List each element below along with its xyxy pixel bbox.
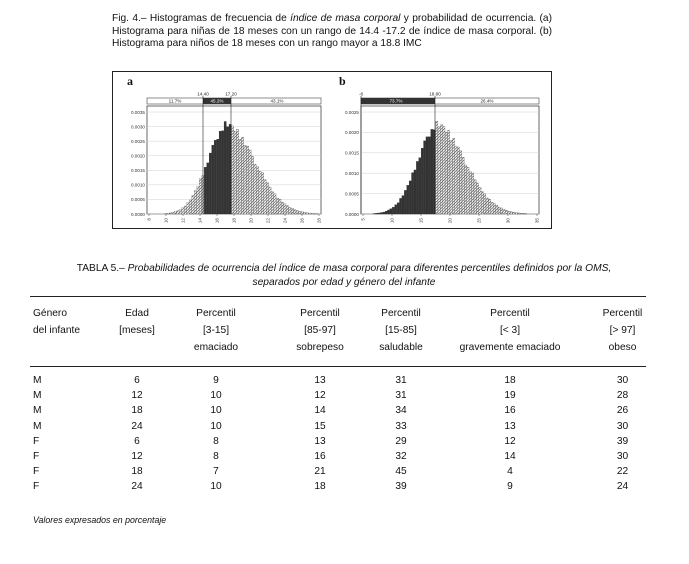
histogram-bar <box>498 207 500 214</box>
column-header <box>290 305 350 356</box>
y-tick-label: 0.0025 <box>130 138 145 144</box>
histogram-bar <box>194 191 196 214</box>
table-cell: F <box>33 466 40 478</box>
histogram-bar <box>397 203 399 214</box>
table-cell: M <box>33 375 42 386</box>
histogram-bar <box>457 147 459 214</box>
table-cell: 4 <box>507 466 513 478</box>
x-tick-label: 35 <box>534 218 540 224</box>
histogram-bar <box>204 167 206 214</box>
x-tick-label: 24 <box>282 218 288 224</box>
histogram-bar <box>209 153 211 214</box>
column-header-line: [85-97] <box>304 325 336 336</box>
x-tick-label: 16 <box>214 218 220 224</box>
histogram-bar <box>431 129 433 214</box>
range-marker-label: 18.80 <box>429 91 441 97</box>
histogram-bar <box>462 157 464 214</box>
table-cell: 10 <box>210 481 222 493</box>
histogram-bar <box>296 210 298 214</box>
histogram-bar <box>269 187 271 214</box>
histogram-bar <box>217 139 219 214</box>
table-footnote: Valores expresados en porcentaje <box>33 515 167 525</box>
y-tick-label: 0.0000 <box>130 211 145 217</box>
histogram-bar <box>424 141 426 214</box>
histogram-bar <box>164 213 166 214</box>
table-title-line-2: separados por edad y género del infante <box>252 277 436 288</box>
histogram-bar <box>486 198 488 214</box>
table-cell: 14 <box>504 451 516 462</box>
histogram-bar <box>491 202 493 214</box>
table-cell: 30 <box>616 451 629 462</box>
table-cell: 31 <box>395 375 407 386</box>
table-cell: 12 <box>131 390 143 402</box>
range-marker-label: 14.40 <box>197 91 209 97</box>
histogram-bar <box>289 207 291 214</box>
table-cell: 9 <box>213 375 219 386</box>
histogram-bar <box>436 121 438 214</box>
column-header-line: saludable <box>379 342 423 353</box>
column-header-line: [meses] <box>119 325 155 336</box>
x-tick-label: 10 <box>389 218 395 224</box>
histogram-bar <box>387 210 389 214</box>
x-tick-label: 26 <box>299 218 305 224</box>
column-header-line: emaciado <box>193 342 239 353</box>
histogram-bar <box>464 165 466 214</box>
histogram-bar <box>390 209 392 214</box>
table-cell: 30 <box>616 375 629 386</box>
y-tick-label: 0.0000 <box>344 211 359 217</box>
histogram-bar <box>294 210 296 214</box>
table-cell: 26 <box>616 405 629 417</box>
histogram-bar <box>469 172 471 214</box>
histogram-bar <box>380 213 382 214</box>
histogram-bar <box>375 213 377 214</box>
column-header <box>455 305 565 356</box>
histogram-panel-b <box>331 72 551 228</box>
histogram-bar <box>452 138 454 214</box>
y-tick-label: 0.0005 <box>130 197 145 203</box>
column-header-line: Percentil <box>196 308 236 319</box>
table-cell: 18 <box>314 481 326 493</box>
histogram-bar <box>510 212 512 214</box>
y-tick-label: 0.0005 <box>344 191 359 197</box>
histogram-bar <box>414 170 416 214</box>
y-tick-label: 0.0030 <box>130 124 145 130</box>
table-cell: 14 <box>314 405 326 417</box>
histogram-bar <box>281 202 283 214</box>
histogram-bar <box>402 196 404 214</box>
histogram-bar <box>192 195 194 214</box>
histogram-bar <box>234 131 236 214</box>
histogram-bar <box>395 205 397 214</box>
y-tick-label: 0.0020 <box>344 130 359 136</box>
column-header-line: gravemente emaciado <box>459 342 561 353</box>
histogram-bar <box>227 127 229 214</box>
range-marker-label: 17.20 <box>225 91 237 97</box>
column-header <box>33 305 93 339</box>
table-cell: 13 <box>314 435 326 447</box>
table-cell: 12 <box>131 451 143 462</box>
histogram-bar <box>212 145 214 214</box>
histogram-bar <box>184 206 186 214</box>
table-cell: 10 <box>210 405 222 417</box>
histogram-bar <box>309 213 311 214</box>
histogram-bar <box>301 212 303 214</box>
histogram-bar <box>472 173 474 214</box>
histogram-bar <box>476 183 478 214</box>
column-header-line: [15-85] <box>385 325 417 336</box>
table-cell: F <box>33 435 40 447</box>
x-tick-label: 25 <box>476 218 482 224</box>
table-cell: 6 <box>134 375 140 386</box>
table-cell: 9 <box>507 481 513 493</box>
column-header-line: [> 97] <box>609 325 636 336</box>
table-cell: 8 <box>213 435 219 447</box>
table-title <box>30 262 658 290</box>
histogram-bar <box>232 126 234 214</box>
y-tick-label: 0.0010 <box>130 182 145 188</box>
y-tick-label: 0.0020 <box>130 153 145 159</box>
x-tick-label: 20 <box>447 218 453 224</box>
histogram-bar <box>520 213 522 214</box>
histogram-bar <box>306 213 308 214</box>
histogram-bar <box>479 187 481 214</box>
x-tick-label: 18 <box>231 218 237 224</box>
caption-italic: índice de masa corporal <box>290 13 401 24</box>
x-tick-label: 12 <box>180 218 186 224</box>
column-header <box>376 305 426 356</box>
table-cell: 21 <box>314 466 326 478</box>
column-header-line: Percentil <box>300 308 340 319</box>
table-cell: 6 <box>134 435 140 447</box>
histogram-bar <box>254 164 256 214</box>
table-cell: 30 <box>616 420 629 432</box>
histogram-bar <box>416 161 418 214</box>
histogram-bar <box>172 212 174 214</box>
histogram-bar <box>399 198 401 214</box>
table-top-rule <box>30 296 646 297</box>
histogram-bar <box>182 208 184 214</box>
y-tick-label: 0.0015 <box>130 168 145 174</box>
histogram-bar <box>467 167 469 214</box>
table-cell: 10 <box>210 420 222 432</box>
range-marker-label: -8 <box>358 91 364 97</box>
x-tick-label: 22 <box>265 218 271 224</box>
column-header-line: Género <box>33 308 67 319</box>
region-probability-label: 11.7% <box>168 98 182 104</box>
table-cell: F <box>33 451 40 462</box>
histogram-bar <box>404 190 406 214</box>
table-cell: 39 <box>395 481 407 493</box>
histogram-panel-a <box>113 72 331 228</box>
histogram-bar <box>261 173 263 214</box>
region-probability-label: 73.7% <box>389 98 403 104</box>
histogram-bar <box>409 181 411 214</box>
histogram-bar <box>276 198 278 214</box>
histogram-bar <box>450 140 452 214</box>
table-cell: 24 <box>131 420 143 432</box>
table-cell: 32 <box>395 451 407 462</box>
histogram-bar <box>207 163 209 214</box>
table-cell: 16 <box>504 405 516 417</box>
histogram-bar <box>286 206 288 214</box>
table-title-line-1: Probabilidades de ocurrencia del índice de masa corporal para diferentes percentiles definidos por la OMS, <box>127 263 612 274</box>
histogram-bar <box>251 156 253 214</box>
x-tick-label: 10 <box>163 218 169 224</box>
table-cell: 10 <box>210 390 222 402</box>
histogram-bar <box>513 212 515 214</box>
histogram-bar <box>274 194 276 214</box>
column-header <box>112 305 162 339</box>
column-header-line: del infante <box>33 325 81 336</box>
histogram-bar <box>385 211 387 214</box>
table-cell: 34 <box>395 405 407 417</box>
table-cell: 8 <box>213 451 219 462</box>
histogram-bar <box>501 208 503 214</box>
table-cell: 19 <box>504 390 516 402</box>
histogram-bar <box>256 167 258 214</box>
table-cell: 33 <box>395 420 407 432</box>
table-cell: M <box>33 405 42 417</box>
histogram-bar <box>426 137 428 214</box>
figure-caption <box>112 13 552 51</box>
histogram-bar <box>264 180 266 214</box>
table-cell: 16 <box>314 451 326 462</box>
table-cell: 12 <box>504 435 516 447</box>
table-title-lead: TABLA 5.– <box>76 263 128 274</box>
table-cell: 18 <box>131 405 143 417</box>
histogram-bar <box>474 180 476 214</box>
column-header-line: Edad <box>125 308 149 319</box>
histogram-bar <box>392 207 394 214</box>
histogram-bar <box>481 192 483 214</box>
histogram-bar <box>249 150 251 214</box>
region-probability-label: 43.1% <box>270 98 284 104</box>
table-cell: M <box>33 390 42 402</box>
panel-b-letter: b <box>339 74 346 88</box>
table-cell: 22 <box>616 466 629 478</box>
histogram-bar <box>177 211 179 214</box>
region-probability-label: 26.4% <box>480 98 494 104</box>
histogram-bar <box>440 125 442 214</box>
y-tick-label: 0.0015 <box>344 150 359 156</box>
x-tick-label: 5 <box>360 218 366 221</box>
histogram-bar <box>179 210 181 214</box>
histogram-bar <box>299 211 301 214</box>
table-cell: 18 <box>504 375 516 386</box>
histogram-bar <box>199 179 201 214</box>
histogram-bar <box>239 139 241 214</box>
histogram-bar <box>496 205 498 214</box>
column-header-line: sobrepeso <box>296 342 344 353</box>
table-cell: 13 <box>314 375 326 386</box>
histogram-bar <box>455 146 457 214</box>
y-tick-label: 0.0035 <box>130 109 145 115</box>
histogram-bar <box>525 213 527 214</box>
table-cell: 18 <box>131 466 143 478</box>
histogram-bar <box>284 204 286 214</box>
histogram-bar <box>488 199 490 214</box>
histogram-bar <box>271 192 273 214</box>
y-tick-label: 0.0010 <box>344 171 359 176</box>
histogram-bar <box>438 127 440 214</box>
histogram-bar <box>291 208 293 214</box>
region-probability-label: 45.2% <box>210 98 224 104</box>
histogram-bar <box>383 212 385 214</box>
table-cell: 13 <box>504 420 516 432</box>
histogram-bar <box>508 211 510 214</box>
column-header-line: Percentil <box>602 308 643 319</box>
column-header-line: obeso <box>608 342 637 353</box>
histogram-bar <box>174 212 176 214</box>
column-header-line: Percentil <box>490 308 530 319</box>
table-cell: 24 <box>616 481 629 493</box>
histogram-bar <box>503 210 505 214</box>
histogram-bar <box>236 129 238 214</box>
column-header-line: [< 3] <box>499 325 521 336</box>
histogram-bar <box>304 212 306 214</box>
column-header <box>186 305 246 356</box>
histogram-bar <box>219 131 221 214</box>
table-cell: 24 <box>131 481 143 493</box>
histogram-bar <box>214 140 216 214</box>
column-header <box>600 305 645 356</box>
figure-histograms <box>112 71 552 229</box>
histogram-bar <box>259 171 261 214</box>
histogram-bar <box>246 146 248 214</box>
histogram-bar <box>378 213 380 214</box>
histogram-bar <box>445 132 447 214</box>
table-cell: 45 <box>395 466 407 478</box>
histogram-bar <box>443 126 445 214</box>
table-cell: 29 <box>395 435 407 447</box>
column-header-line: Percentil <box>381 308 421 319</box>
histogram-bar <box>505 210 507 214</box>
table-cell: M <box>33 420 42 432</box>
column-header-line: [3-15] <box>202 325 230 336</box>
histogram-bar <box>279 199 281 214</box>
table-cell: 12 <box>314 390 326 402</box>
table-cell: F <box>33 481 40 493</box>
histogram-bar <box>244 145 246 214</box>
histogram-bar <box>187 203 189 214</box>
y-tick-label: 0.0025 <box>344 109 359 115</box>
caption-prefix: Fig. 4.– Histogramas de frecuencia de <box>112 13 291 24</box>
histogram-bar <box>419 158 421 214</box>
x-tick-label: 30 <box>505 218 511 224</box>
histogram-bar <box>241 137 243 214</box>
x-tick-label: 20 <box>248 218 254 224</box>
histogram-bar <box>314 213 316 214</box>
histogram-bar <box>169 213 171 214</box>
histogram-bar <box>484 194 486 214</box>
histogram-bar <box>224 121 226 214</box>
histogram-bar <box>448 130 450 214</box>
table-cell: 7 <box>213 466 219 478</box>
histogram-bar <box>189 200 191 214</box>
histogram-bar <box>493 204 495 214</box>
histogram-bar <box>266 183 268 214</box>
histogram-bar <box>197 187 199 214</box>
table-cell: 39 <box>616 435 629 447</box>
table-header-rule <box>30 366 646 367</box>
x-tick-label: 14 <box>197 218 203 224</box>
histogram-bar <box>167 213 169 214</box>
x-tick-label: 8 <box>146 218 152 221</box>
histogram-bar <box>222 131 224 214</box>
histogram-bar <box>522 213 524 214</box>
x-tick-label: 15 <box>418 218 424 224</box>
histogram-bar <box>517 213 519 214</box>
histogram-bar <box>407 185 409 214</box>
histogram-bar <box>515 213 517 214</box>
caption-rest: y probabilidad de ocurrencia. (a) Histograma para niñas de 18 meses con un rango de 14.4 -17.2 de índice de masa corporal. (b) Histograma para niños de 18 meses con un rango mayor a 18.8 IMC <box>112 13 552 50</box>
panel-a-letter: a <box>127 74 133 88</box>
table-cell: 31 <box>395 390 407 402</box>
histogram-bar <box>412 173 414 214</box>
histogram-bar <box>421 148 423 214</box>
histogram-bar <box>311 213 313 214</box>
table-cell: 28 <box>616 390 629 402</box>
histogram-bar <box>460 151 462 214</box>
table-cell: 15 <box>314 420 326 432</box>
x-tick-label: 28 <box>316 218 322 224</box>
histogram-bar <box>428 137 430 214</box>
